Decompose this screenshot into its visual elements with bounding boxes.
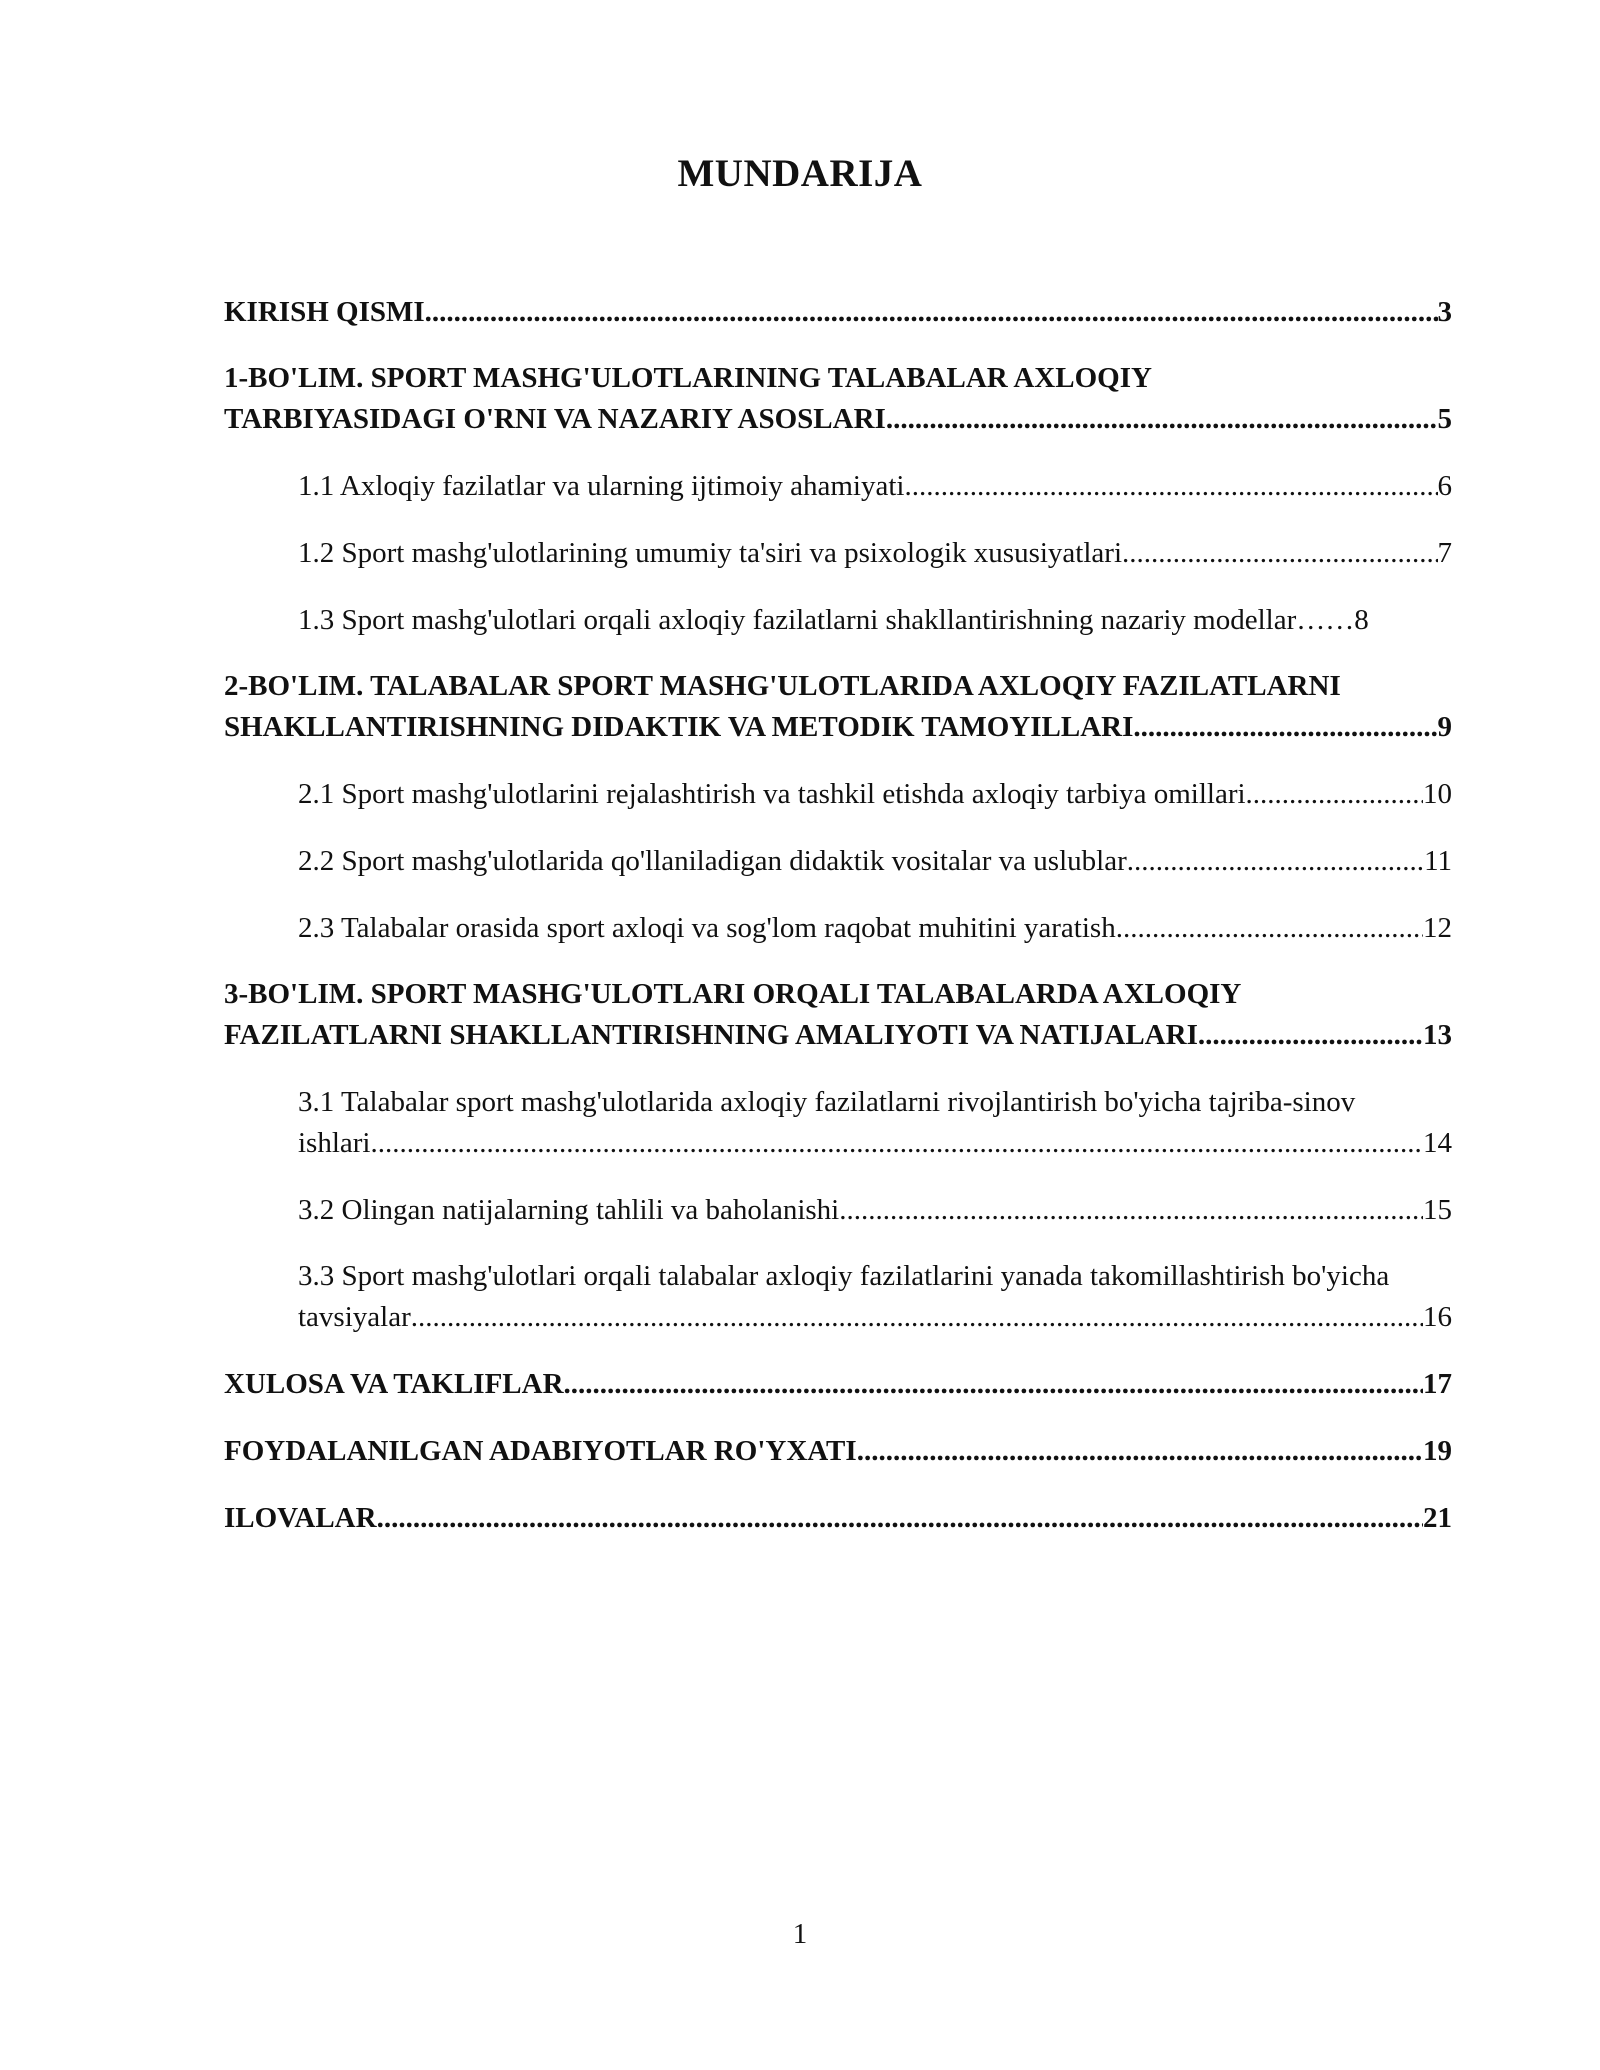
dot-leader	[839, 1190, 1423, 1231]
toc-entry-3-1[interactable]	[298, 1082, 1452, 1164]
dot-leader	[1122, 533, 1437, 574]
toc-page-number: 9	[1437, 711, 1452, 743]
toc-entry-title-line-2: tavsiyalar	[298, 1301, 411, 1333]
toc-page-number: 10	[1423, 778, 1452, 810]
toc-page-number: 6	[1437, 470, 1452, 502]
toc-entry-title: 2.3 Talabalar orasida sport axloqi va sog'lom raqobat muhitini yaratish	[298, 912, 1116, 944]
toc-page-number: 13	[1423, 1019, 1452, 1051]
toc-entry-2-3[interactable]	[298, 908, 1452, 949]
toc-entry-2-2[interactable]	[298, 841, 1452, 882]
toc-entry-title: ILOVALAR	[224, 1502, 377, 1534]
toc-entry-title-line-2: TARBIYASIDAGI O'RNI VA NAZARIY ASOSLARI	[224, 403, 886, 435]
dot-leader	[904, 466, 1437, 507]
dot-leader	[377, 1498, 1423, 1539]
toc-entry-2-1[interactable]	[298, 774, 1452, 815]
toc-entry-3-3[interactable]	[298, 1256, 1498, 1338]
toc-entry-xulosa[interactable]	[224, 1364, 1452, 1405]
toc-entry-1-3[interactable]	[298, 600, 1452, 641]
toc-entry-title-line-1: 3.1 Talabalar sport mashg'ulotlarida axloqiy fazilatlarni rivojlantirish bo'yicha tajriba-sinov	[298, 1086, 1356, 1118]
toc-entry-title-line-2: FAZILATLARNI SHAKLLANTIRISHNING AMALIYOTI VA NATIJALARI	[224, 1019, 1198, 1051]
toc-page-number: 12	[1423, 912, 1452, 944]
toc-entry-1-1[interactable]	[298, 466, 1452, 507]
toc-entry-title-line-1: 3-BO'LIM. SPORT MASHG'ULOTLARI ORQALI TALABALARDA AXLOQIY	[224, 978, 1242, 1010]
toc-entry-title-line-1: 2-BO'LIM. TALABALAR SPORT MASHG'ULOTLARIDA AXLOQIY FAZILATLARNI	[224, 670, 1341, 702]
toc-entry-adabiyotlar[interactable]	[224, 1431, 1452, 1472]
toc-entry-title-line-2: ishlari	[298, 1127, 371, 1159]
toc-entry-title: 3.2 Olingan natijalarning tahlili va baholanishi	[298, 1194, 840, 1226]
toc-entry-title: 1.2 Sport mashg'ulotlarining umumiy ta'siri va psixologik xususiyatlari	[298, 537, 1123, 569]
dot-leader	[1133, 707, 1437, 748]
toc-page-number: 19	[1423, 1435, 1452, 1467]
dot-leader	[1198, 1015, 1423, 1056]
toc-entry-section-1[interactable]	[224, 358, 1452, 440]
toc-entry-title: KIRISH QISMI	[224, 296, 425, 328]
dot-leader	[371, 1123, 1424, 1164]
toc-page-number: 17	[1423, 1368, 1452, 1400]
toc-entry-3-2[interactable]	[298, 1190, 1452, 1231]
toc-entry-section-3[interactable]	[224, 974, 1452, 1056]
dot-leader	[1246, 774, 1423, 815]
toc-page-number: 3	[1437, 296, 1452, 328]
toc-entry-ilovalar[interactable]	[224, 1498, 1452, 1539]
dot-leader	[411, 1297, 1423, 1338]
toc-entry-title: 2.2 Sport mashg'ulotlarida qo'llaniladigan didaktik vositalar va uslublar	[298, 845, 1127, 877]
toc-entry-section-2[interactable]	[224, 666, 1452, 748]
toc-page-number: 15	[1423, 1194, 1452, 1226]
toc-entry-title: 2.1 Sport mashg'ulotlarini rejalashtirish va tashkil etishda axloqiy tarbiya omillari	[298, 778, 1246, 810]
toc-page-number: 8	[1354, 604, 1369, 636]
toc-page-number: 14	[1423, 1127, 1452, 1159]
toc-page-number: 21	[1423, 1502, 1452, 1534]
toc-entry-title-line-1: 3.3 Sport mashg'ulotlari orqali talabalar axloqiy fazilatlarini yanada takomillashtirish bo'yicha	[298, 1260, 1390, 1292]
toc-entry-title: FOYDALANILGAN ADABIYOTLAR RO'YXATI	[224, 1435, 857, 1467]
toc-entry-1-2[interactable]	[298, 533, 1452, 574]
dot-leader	[857, 1431, 1423, 1472]
dot-leader	[1116, 908, 1423, 949]
page-number: 1	[792, 1918, 808, 1950]
toc-entry-title: 1.1 Axloqiy fazilatlar va ularning ijtimoiy ahamiyati	[298, 470, 905, 502]
toc-entry-kirish[interactable]	[224, 292, 1452, 333]
toc-page-number: 5	[1437, 403, 1452, 435]
toc-entry-title: XULOSA VA TAKLIFLAR	[224, 1368, 564, 1400]
toc-entry-title: 1.3 Sport mashg'ulotlari orqali axloqiy fazilatlarni shakllantirishning nazariy modellar……	[298, 604, 1355, 636]
toc-page-number: 11	[1424, 845, 1452, 877]
page-title: MUNDARIJA	[677, 152, 923, 195]
toc-page-number: 7	[1437, 537, 1452, 569]
toc-entry-title-line-2: SHAKLLANTIRISHNING DIDAKTIK VA METODIK TAMOYILLARI	[224, 711, 1134, 743]
dot-leader	[1127, 841, 1424, 882]
dot-leader	[886, 399, 1438, 440]
dot-leader	[425, 292, 1438, 333]
toc-entry-title-line-1: 1-BO'LIM. SPORT MASHG'ULOTLARINING TALABALAR AXLOQIY	[224, 362, 1152, 394]
toc-page-number: 16	[1423, 1301, 1452, 1333]
dot-leader	[564, 1364, 1423, 1405]
